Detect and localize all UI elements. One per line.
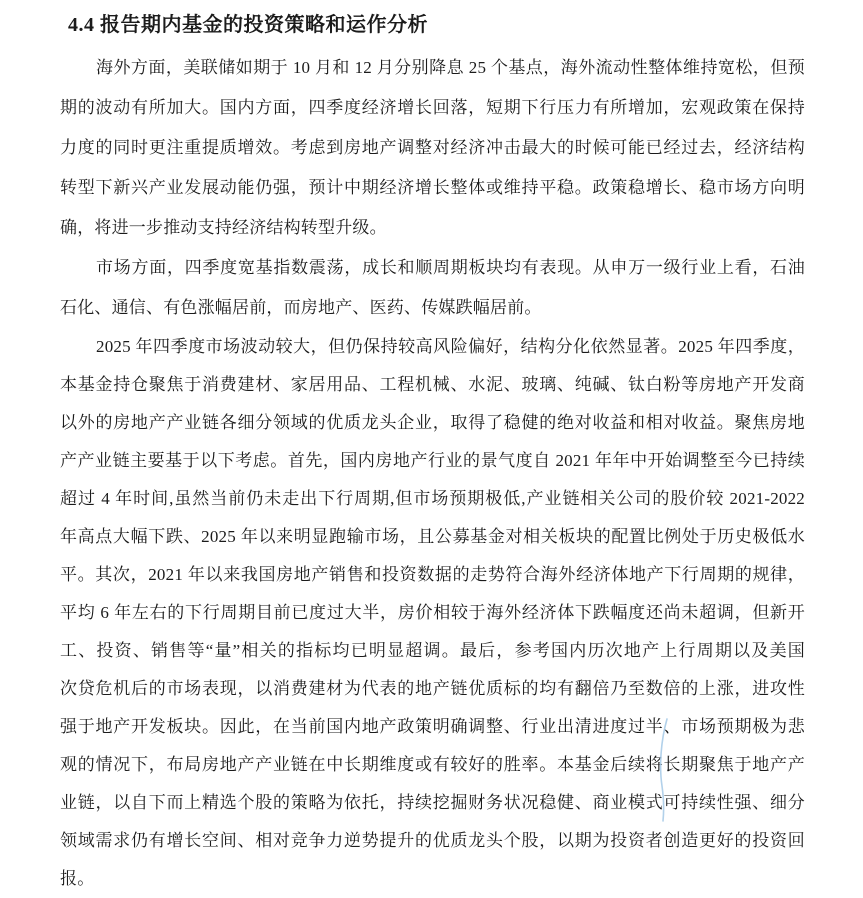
text-line: 次贷危机后的市场表现，以消费建材为代表的地产链优质标的均有翻倍乃至数倍的上涨，进攻性 bbox=[60, 679, 805, 698]
text-line: 工、投资、销售等“量”相关的指标均已明显超调。最后，参考国内历次地产上行周期以及美国 bbox=[60, 641, 805, 660]
paragraph-strategy bbox=[60, 328, 805, 898]
text-line: 市场方面，四季度宽基指数震荡，成长和顺周期板块均有表现。从申万一级行业上看，石油 bbox=[96, 258, 805, 277]
text-line: 年高点大幅下跌、2025 年以来明显跑输市场，且公募基金对相关板块的配置比例处于历史极低水 bbox=[60, 527, 805, 546]
paragraph-market bbox=[60, 248, 805, 328]
report-page bbox=[60, 8, 805, 898]
text-line: 超过 4 年时间,虽然当前仍未走出下行周期,但市场预期极低,产业链相关公司的股价较 2021-2022 bbox=[60, 489, 805, 508]
text-line: 平。其次，2021 年以来我国房地产销售和投资数据的走势符合海外经济体地产下行周期的规律， bbox=[60, 565, 805, 584]
text-line: 海外方面，美联储如期于 10 月和 12 月分别降息 25 个基点，海外流动性整体维持宽松，但预 bbox=[96, 58, 805, 77]
text-line: 本基金持仓聚焦于消费建材、家居用品、工程机械、水泥、玻璃、纯碱、钛白粉等房地产开发商 bbox=[60, 375, 805, 394]
paragraph-overseas-domestic bbox=[60, 48, 805, 248]
text-line: 强于地产开发板块。因此，在当前国内地产政策明确调整、行业出清进度过半、市场预期极为悲 bbox=[60, 717, 805, 736]
text-line: 平均 6 年左右的下行周期目前已度过大半，房价相较于海外经济体下跌幅度还尚未超调，但新开 bbox=[60, 603, 805, 622]
text-line: 石化、通信、有色涨幅居前，而房地产、医药、传媒跌幅居前。 bbox=[60, 298, 542, 317]
text-line: 力度的同时更注重提质增效。考虑到房地产调整对经济冲击最大的时候可能已经过去，经济结构 bbox=[60, 138, 805, 157]
text-line: 转型下新兴产业发展动能仍强，预计中期经济增长整体或维持平稳。政策稳增长、稳市场方向明 bbox=[60, 178, 805, 197]
text-line: 产产业链主要基于以下考虑。首先，国内房地产行业的景气度自 2021 年年中开始调整至今已持续 bbox=[60, 451, 805, 470]
text-line: 2025 年四季度市场波动较大，但仍保持较高风险偏好，结构分化依然显著。2025 年四季度， bbox=[96, 337, 805, 356]
text-line: 以外的房地产产业链各细分领域的优质龙头企业，取得了稳健的绝对收益和相对收益。聚焦房地 bbox=[60, 413, 805, 432]
text-line: 领域需求仍有增长空间、相对竞争力逆势提升的优质龙头个股，以期为投资者创造更好的投资回 bbox=[60, 831, 805, 850]
text-line: 业链，以自下而上精选个股的策略为依托，持续挖掘财务状况稳健、商业模式可持续性强、细分 bbox=[60, 793, 805, 812]
text-line: 报。 bbox=[60, 869, 95, 888]
text-line: 期的波动有所加大。国内方面，四季度经济增长回落，短期下行压力有所增加，宏观政策在保持 bbox=[60, 98, 805, 117]
text-line: 确，将进一步推动支持经济结构转型升级。 bbox=[60, 218, 387, 237]
section-title: 4.4 报告期内基金的投资策略和运作分析 bbox=[68, 14, 428, 36]
text-line: 观的情况下，布局房地产产业链在中长期维度或有较好的胜率。本基金后续将长期聚焦于地产产 bbox=[60, 755, 805, 774]
